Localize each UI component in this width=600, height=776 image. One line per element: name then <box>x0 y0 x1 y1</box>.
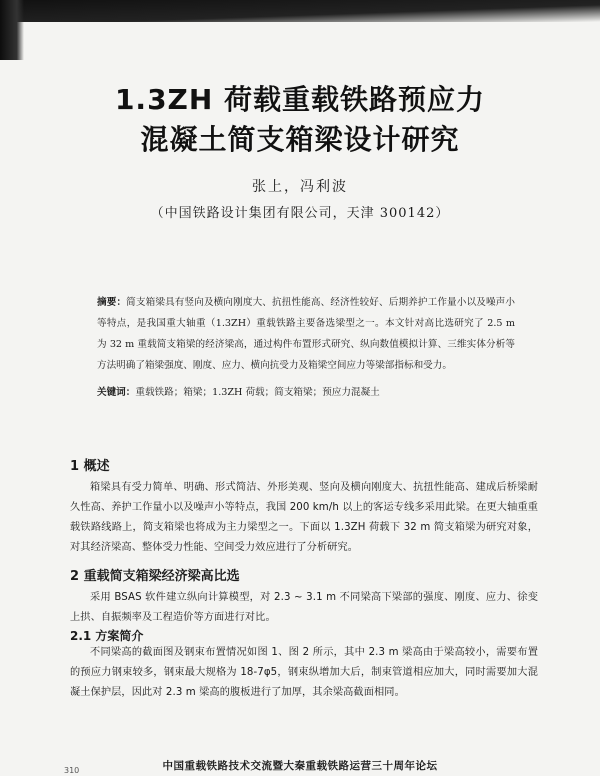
authors: 张上，冯利波 <box>252 179 348 195</box>
subsection-heading-scheme: 2.1 方案简介 <box>70 629 144 643</box>
affiliation: （中国铁路设计集团有限公司，天津 300142） <box>150 206 450 221</box>
page-number: 310 <box>64 766 80 775</box>
section-heading-overview: 1 概述 <box>70 459 110 474</box>
section-overview-text: 箱梁具有受力简单、明确、形式简洁、外形美观、竖向及横向刚度大、抗扭性能高、建成后桥梁耐久性高、养护工作量小以及噪声小等特点，我国 200 km/h 以上的客运专线多采用此梁。在更大轴重重载铁路线路上，简支箱梁也将成为主力梁型之一。下面以 1.3ZH 荷载下 32 m 简支箱梁为研究对象，对其经济梁高、整体受力性能、空间受力效应进行了分析研究。 <box>70 482 538 553</box>
abstract-label: 摘要： <box>97 297 127 308</box>
abstract <box>97 292 515 376</box>
keywords-text: 重载铁路；箱梁；1.3ZH 荷载；简支箱梁；预应力混凝土 <box>135 387 380 398</box>
keywords <box>97 382 515 403</box>
scan-shadow-top <box>0 0 600 22</box>
abstract-text: 简支箱梁具有竖向及横向刚度大、抗扭性能高、经济性较好、后期养护工作量小以及噪声小等特点，是我国重大轴重（1.3ZH）重载铁路主要备选梁型之一。本文针对高比选研究了 2.5 m 为 32 m 重载简支箱梁的经济梁高，通过构件布置形式研究、纵向数值模拟计算、三维实体分析等方法明确了箱梁强度、刚度、应力、横向抗受力及箱梁空间应力等梁部指标和受力。 <box>97 297 515 371</box>
scan-shadow-left <box>0 0 24 60</box>
subsection-scheme-text: 不同梁高的截面图及钢束布置情况如图 1、图 2 所示，其中 2.3 m 梁高由于梁高较小，需要布置的预应力钢束较多，钢束最大规格为 18-7φ5，钢束纵增加大后，制束管道相应加大，同时需要加大混凝土保护层，因此对 2.3 m 梁高的腹板进行了加厚，其余梁高截面相同。 <box>70 647 538 698</box>
section-girder-height-text: 采用 BSAS 软件建立纵向计算模型，对 2.3 ~ 3.1 m 不同梁高下梁部的强度、刚度、应力、徐变上拱、自振频率及工程造价等方面进行对比。 <box>70 592 538 623</box>
paper-title-line2: 混凝土简支箱梁设计研究 <box>140 123 460 156</box>
section-heading-girder-height: 2 重载简支箱梁经济梁高比选 <box>70 569 240 584</box>
page-footer: 中国重载铁路技术交流暨大秦重载铁路运营三十周年论坛 <box>162 760 438 772</box>
paper-title-line1: 1.3ZH 荷载重载铁路预应力 <box>114 83 486 116</box>
keywords-label: 关键词： <box>97 387 136 398</box>
